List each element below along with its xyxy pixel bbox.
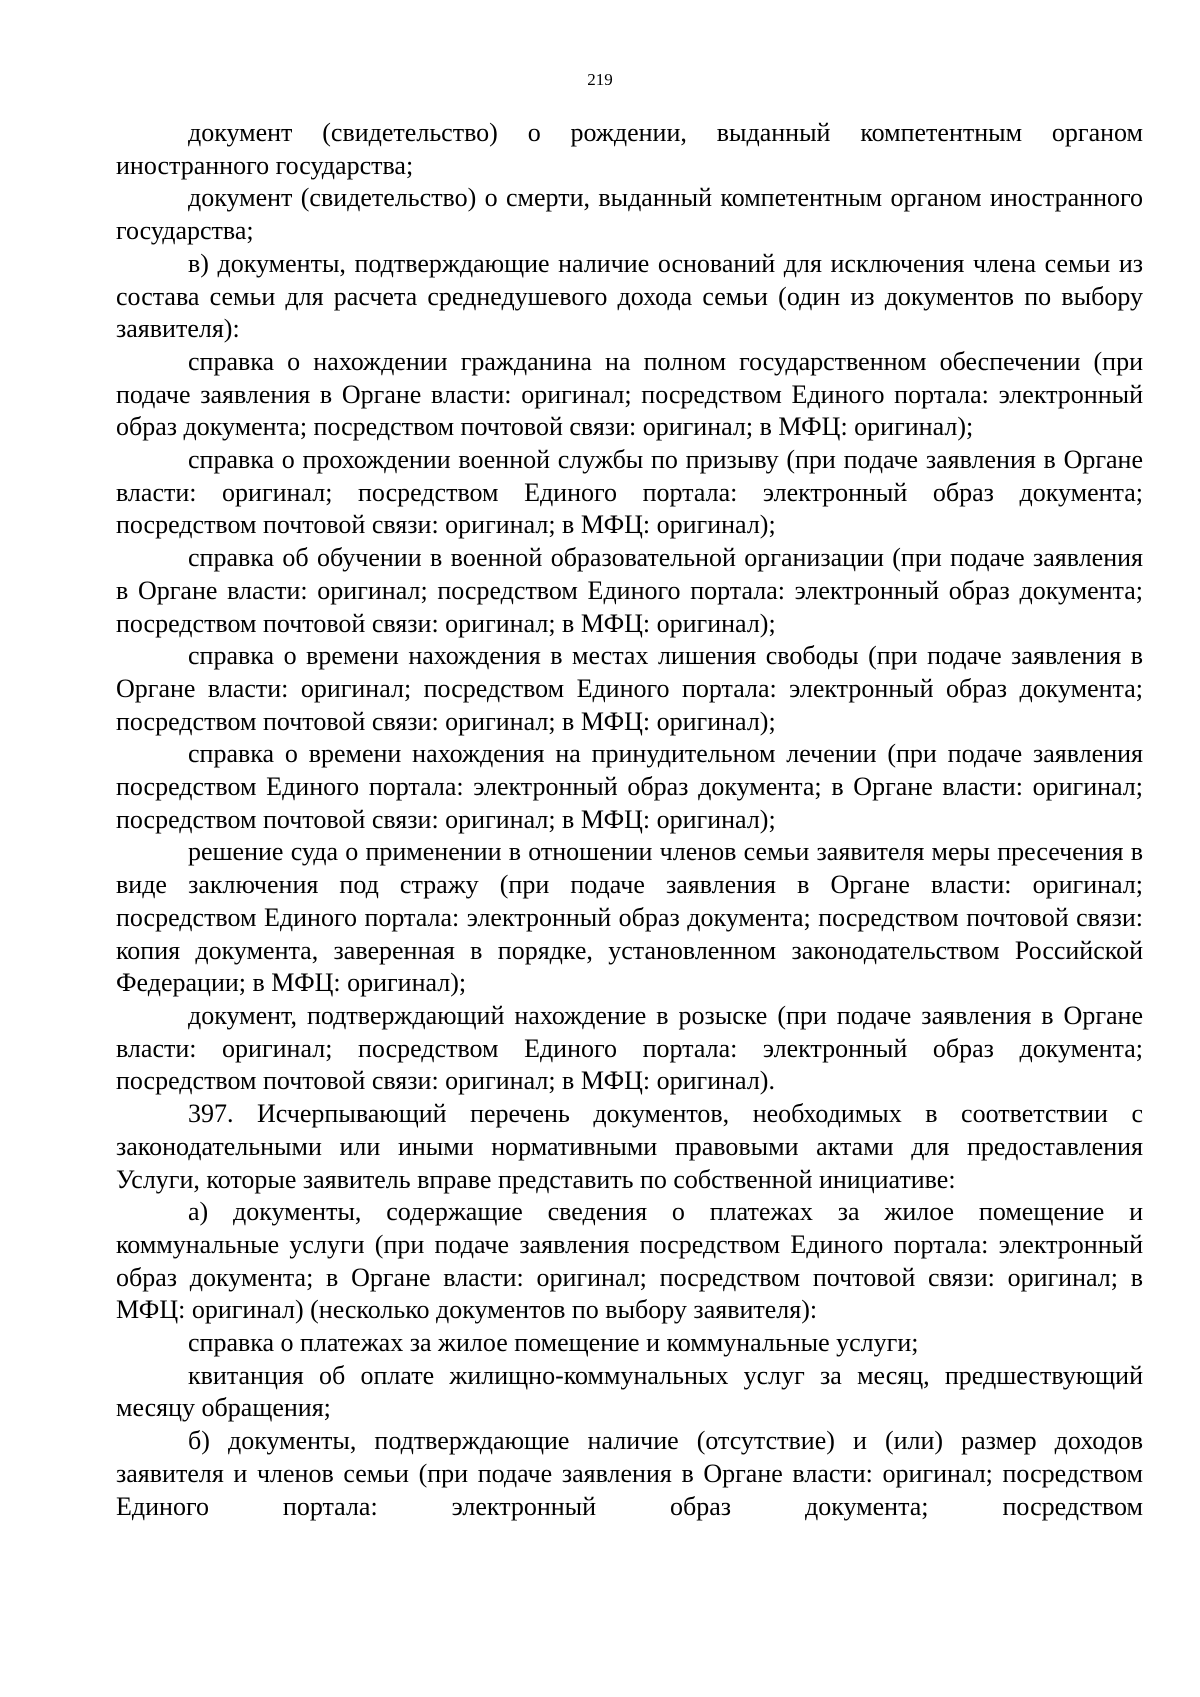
paragraph: б) документы, подтверждающие наличие (отсутствие) и (или) размер доходов заявителя и членов семьи (при подаче заявления в Органе власти: оригинал; посредством Единого портала: электронный образ документа; посредством bbox=[116, 1426, 1143, 1521]
paragraph: а) документы, содержащие сведения о платежах за жилое помещение и коммунальные услуги (при подаче заявления посредством Единого портала: электронный образ документа; в Органе власти: оригинал; посредством почтовой связи: оригинал; в МФЦ: оригинал) (несколько документов по выбору заявителя): bbox=[116, 1197, 1143, 1325]
paragraph: справка о прохождении военной службы по призыву (при подаче заявления в Органе власти: оригинал; посредством Единого портала: электронный образ документа; посредством почтовой связи: оригинал; в МФЦ: оригинал); bbox=[116, 445, 1143, 540]
paragraph: документ (свидетельство) о рождении, выданный компетентным органом иностранного государства; bbox=[116, 118, 1143, 180]
paragraph: справка о нахождении гражданина на полном государственном обеспечении (при подаче заявления в Органе власти: оригинал; посредством Единого портала: электронный образ документа; посредством почтовой связи: оригинал; в МФЦ: оригинал); bbox=[116, 346, 1143, 442]
paragraph: решение суда о применении в отношении членов семьи заявителя меры пресечения в виде заключения под стражу (при подаче заявления в Органе власти: оригинал; посредством Единого портала: электронный образ документа; посредством почтовой связи: копия документа, заверенная в порядке, установленном законодательством Российской Федерации; в МФЦ: оригинал); bbox=[116, 837, 1143, 998]
paragraph: справка о времени нахождения в местах лишения свободы (при подаче заявления в Органе власти: оригинал; посредством Единого портала: электронный образ документа; посредством почтовой связи: оригинал; в МФЦ: оригинал); bbox=[116, 641, 1143, 736]
paragraph: справка о времени нахождения на принудительном лечении (при подаче заявления посредством Единого портала: электронный образ документа; в Органе власти: оригинал; посредством почтовой связи: оригинал; в МФЦ: оригинал); bbox=[116, 739, 1143, 834]
document-body bbox=[116, 117, 1143, 1523]
paragraph: справка об обучении в военной образовательной организации (при подаче заявления в Органе власти: оригинал; посредством Единого портала: электронный образ документа; посредством почтовой связи: оригинал; в МФЦ: оригинал); bbox=[116, 543, 1143, 638]
paragraph: справка о платежах за жилое помещение и коммунальные услуги; bbox=[188, 1328, 919, 1358]
page-number: 219 bbox=[587, 70, 613, 89]
paragraph: квитанция об оплате жилищно-коммунальных услуг за месяц, предшествующий месяцу обращения; bbox=[116, 1360, 1143, 1423]
paragraph: 397. Исчерпывающий перечень документов, необходимых в соответствии с законодательными или иными нормативными правовыми актами для предоставления Услуги, которые заявитель вправе представить по собственной инициативе: bbox=[116, 1099, 1143, 1194]
paragraph: документ, подтверждающий нахождение в розыске (при подаче заявления в Органе власти: оригинал; посредством Единого портала: электронный образ документа; посредством почтовой связи: оригинал; в МФЦ: оригинал). bbox=[116, 1000, 1143, 1096]
paragraph: документ (свидетельство) о смерти, выданный компетентным органом иностранного государства; bbox=[116, 183, 1143, 246]
paragraph: в) документы, подтверждающие наличие оснований для исключения члена семьи из состава семьи для расчета среднедушевого дохода семьи (один из документов по выбору заявителя): bbox=[116, 248, 1143, 344]
